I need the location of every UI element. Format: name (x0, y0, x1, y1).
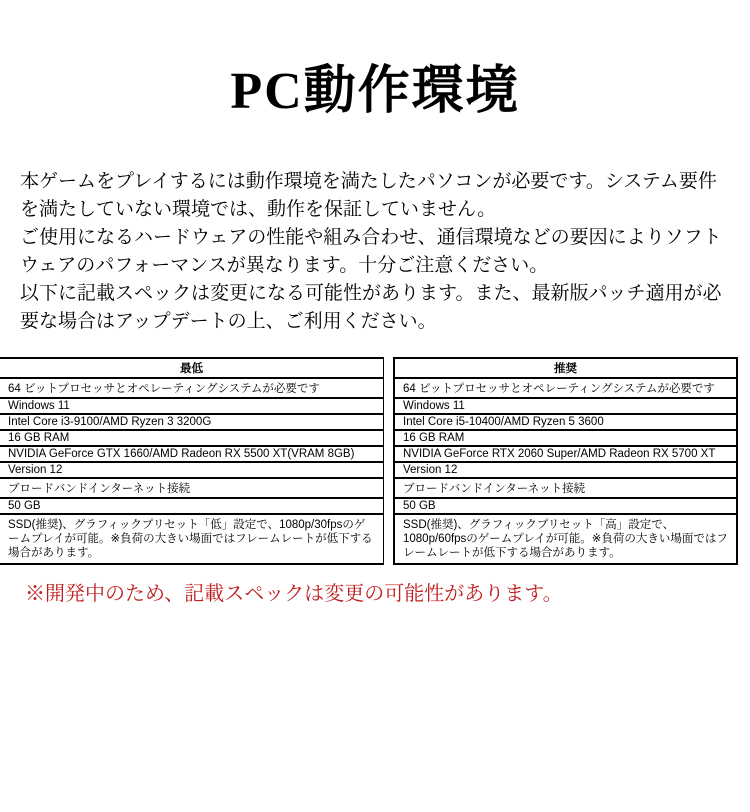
intro-paragraph-1: 本ゲームをプレイするには動作環境を満たしたパソコンが必要です。システム要件を満たしていない環境では、動作を保証していません。 (20, 170, 717, 220)
min-cpu-value: Intel Core i3-9100/AMD Ryzen 3 3200G (0, 414, 384, 430)
rec-os-value: Windows 11 (394, 398, 737, 414)
intro-text (20, 168, 732, 336)
min-memory-value: 16 GB RAM (0, 430, 384, 446)
row-additional-notes (0, 514, 384, 564)
rec-storage-value: 50 GB (394, 498, 737, 514)
minimum-header: 最低 (0, 358, 384, 378)
spec-tables (0, 357, 750, 565)
recommended-header: 推奨 (394, 358, 737, 378)
row-network (0, 478, 384, 498)
row-directx (0, 462, 384, 478)
row-os-requirement (394, 378, 737, 398)
table-header-row (0, 358, 384, 378)
rec-os-requirement-value: 64 ビットプロセッサとオペレーティングシステムが必要です (394, 378, 737, 398)
row-directx (394, 462, 737, 478)
row-os (394, 398, 737, 414)
row-memory (394, 430, 737, 446)
rec-cpu-value: Intel Core i5-10400/AMD Ryzen 5 3600 (394, 414, 737, 430)
rec-notes-value: SSD(推奨)、グラフィックプリセット「高」設定で、1080p/60fpsのゲームプレイが可能。※負荷の大きい場面ではフレームレートが低下する場合があります。 (394, 514, 737, 564)
page-title: PC動作環境 (230, 63, 520, 120)
rec-directx-value: Version 12 (394, 462, 737, 478)
min-os-value: Windows 11 (0, 398, 384, 414)
min-gpu-value: NVIDIA GeForce GTX 1660/AMD Radeon RX 5500 XT(VRAM 8GB) (0, 446, 384, 462)
row-storage (0, 498, 384, 514)
min-directx-value: Version 12 (0, 462, 384, 478)
min-storage-value: 50 GB (0, 498, 384, 514)
row-cpu (394, 414, 737, 430)
row-gpu (0, 446, 384, 462)
row-memory (0, 430, 384, 446)
rec-network-value: ブロードバンドインターネット接続 (394, 478, 737, 498)
rec-memory-value: 16 GB RAM (394, 430, 737, 446)
row-os-requirement (0, 378, 384, 398)
row-storage (394, 498, 737, 514)
row-additional-notes (394, 514, 737, 564)
intro-paragraph-2: ご使用になるハードウェアの性能や組み合わせ、通信環境などの要因によりソフトウェアのパフォーマンスが異なります。十分ご注意ください。 (20, 226, 722, 276)
spec-table-minimum (0, 357, 384, 565)
row-cpu (0, 414, 384, 430)
min-notes-value: SSD(推奨)、グラフィックプリセット「低」設定で、1080p/30fpsのゲームプレイが可能。※負荷の大きい場面ではフレームレートが低下する場合があります。 (0, 514, 384, 564)
row-network (394, 478, 737, 498)
rec-gpu-value: NVIDIA GeForce RTX 2060 Super/AMD Radeon RX 5700 XT (394, 446, 737, 462)
row-gpu (394, 446, 737, 462)
development-disclaimer-footnote: ※開発中のため、記載スペックは変更の可能性があります。 (25, 582, 563, 605)
table-header-row (394, 358, 737, 378)
spec-table-recommended (393, 357, 738, 565)
min-os-requirement-value: 64 ビットプロセッサとオペレーティングシステムが必要です (0, 378, 384, 398)
min-network-value: ブロードバンドインターネット接続 (0, 478, 384, 498)
intro-paragraph-3: 以下に記載スペックは変更になる可能性があります。また、最新版パッチ適用が必要な場合はアップデートの上、ご利用ください。 (20, 282, 722, 332)
pc-requirements-page (0, 62, 750, 812)
row-os (0, 398, 384, 414)
